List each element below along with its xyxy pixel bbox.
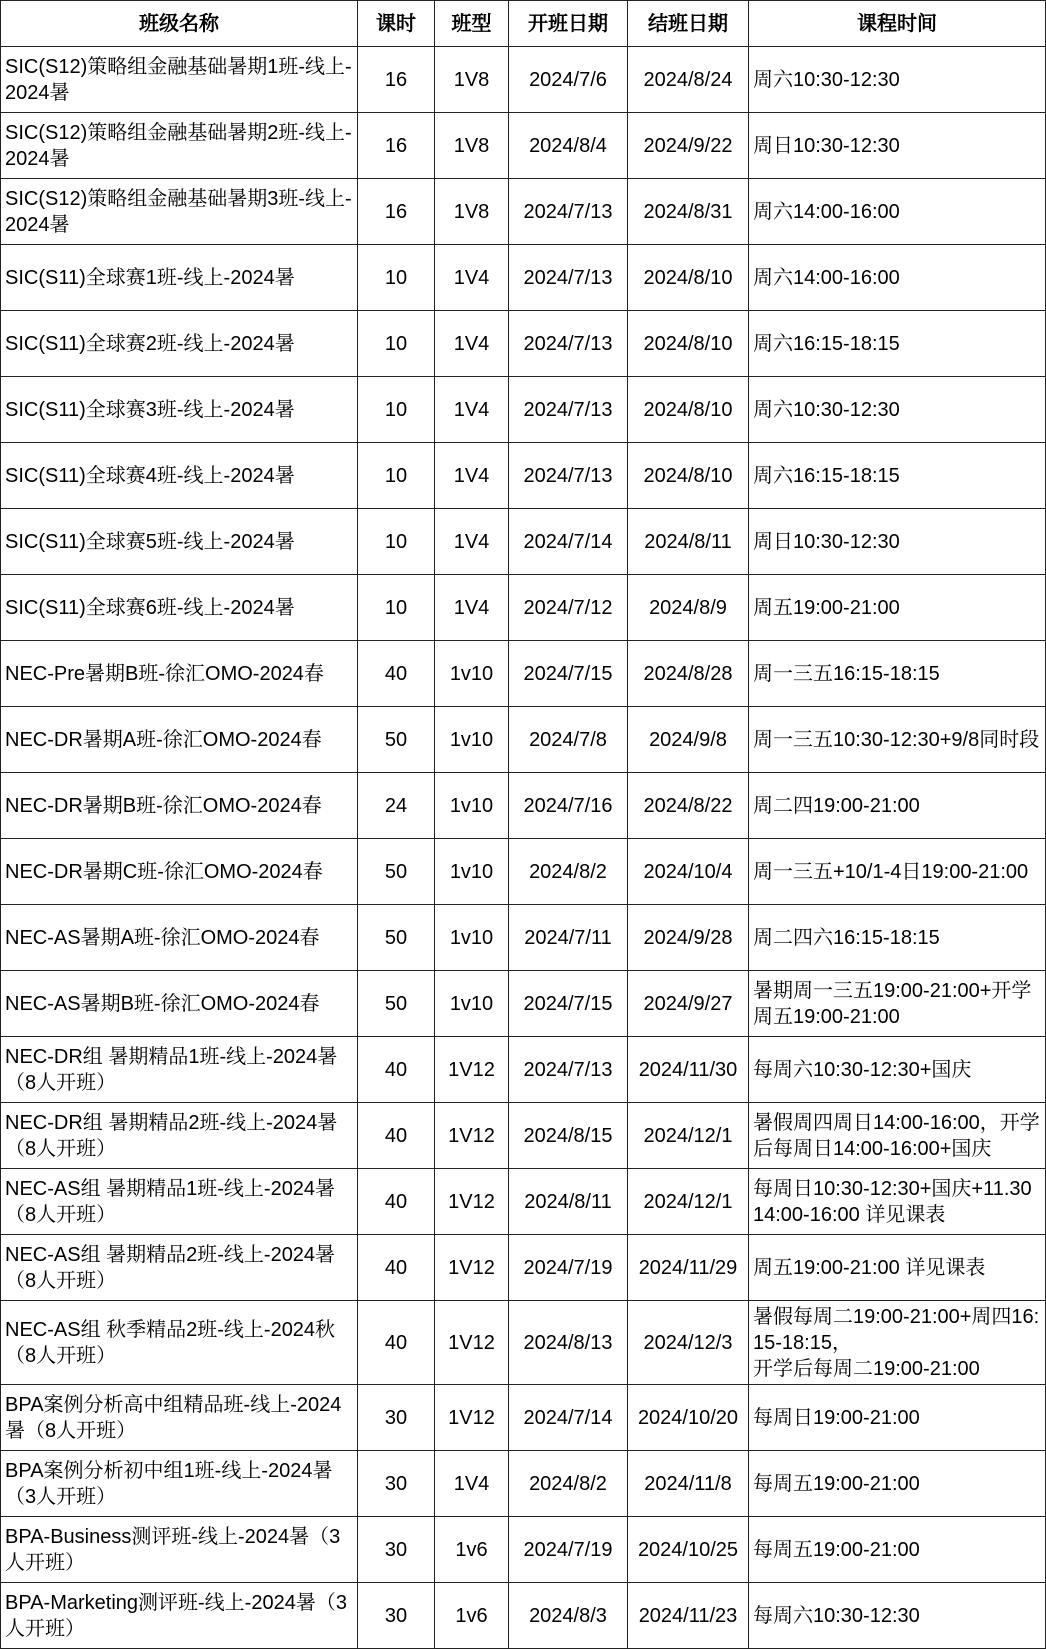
hours-cell: 24 bbox=[358, 773, 435, 839]
class-type-cell: 1V12 bbox=[435, 1235, 509, 1301]
table-row bbox=[1, 509, 1046, 575]
class-type-cell: 1v6 bbox=[435, 1583, 509, 1649]
class-type-cell: 1V4 bbox=[435, 245, 509, 311]
schedule-cell: 每周日19:00-21:00 bbox=[749, 1385, 1046, 1451]
end-date-cell: 2024/11/8 bbox=[628, 1451, 749, 1517]
class-type-cell: 1V8 bbox=[435, 113, 509, 179]
end-date-cell: 2024/12/3 bbox=[628, 1301, 749, 1385]
start-date-cell: 2024/7/13 bbox=[509, 1037, 628, 1103]
end-date-cell: 2024/8/22 bbox=[628, 773, 749, 839]
table-row bbox=[1, 245, 1046, 311]
hours-cell: 10 bbox=[358, 575, 435, 641]
end-date-cell: 2024/10/4 bbox=[628, 839, 749, 905]
class-name-cell: SIC(S11)全球赛1班-线上-2024暑 bbox=[1, 245, 358, 311]
start-date-cell: 2024/7/19 bbox=[509, 1517, 628, 1583]
class-name-cell: NEC-DR暑期C班-徐汇OMO-2024春 bbox=[1, 839, 358, 905]
class-type-cell: 1V8 bbox=[435, 47, 509, 113]
end-date-cell: 2024/11/23 bbox=[628, 1583, 749, 1649]
start-date-cell: 2024/7/16 bbox=[509, 773, 628, 839]
hours-cell: 40 bbox=[358, 1301, 435, 1385]
hours-cell: 40 bbox=[358, 1103, 435, 1169]
hours-cell: 30 bbox=[358, 1583, 435, 1649]
column-header-end-date: 结班日期 bbox=[628, 1, 749, 47]
class-name-cell: NEC-AS组 暑期精品1班-线上-2024暑（8人开班） bbox=[1, 1169, 358, 1235]
table-row bbox=[1, 1385, 1046, 1451]
class-name-cell: NEC-AS组 秋季精品2班-线上-2024秋（8人开班） bbox=[1, 1301, 358, 1385]
schedule-cell: 周二四19:00-21:00 bbox=[749, 773, 1046, 839]
end-date-cell: 2024/8/28 bbox=[628, 641, 749, 707]
table-body bbox=[1, 47, 1046, 1649]
schedule-cell: 周六14:00-16:00 bbox=[749, 179, 1046, 245]
schedule-cell: 周五19:00-21:00 bbox=[749, 575, 1046, 641]
class-type-cell: 1v10 bbox=[435, 971, 509, 1037]
table-row bbox=[1, 179, 1046, 245]
schedule-cell: 每周六10:30-12:30 bbox=[749, 1583, 1046, 1649]
start-date-cell: 2024/7/13 bbox=[509, 443, 628, 509]
schedule-cell: 周二四六16:15-18:15 bbox=[749, 905, 1046, 971]
start-date-cell: 2024/8/2 bbox=[509, 839, 628, 905]
table-row bbox=[1, 113, 1046, 179]
class-name-cell: BPA-Business测评班-线上-2024暑（3人开班） bbox=[1, 1517, 358, 1583]
schedule-cell: 周一三五16:15-18:15 bbox=[749, 641, 1046, 707]
end-date-cell: 2024/9/27 bbox=[628, 971, 749, 1037]
start-date-cell: 2024/8/13 bbox=[509, 1301, 628, 1385]
class-name-cell: NEC-AS暑期A班-徐汇OMO-2024春 bbox=[1, 905, 358, 971]
table-row bbox=[1, 1583, 1046, 1649]
class-type-cell: 1V4 bbox=[435, 1451, 509, 1517]
table-row bbox=[1, 47, 1046, 113]
column-header-hours: 课时 bbox=[358, 1, 435, 47]
table-row bbox=[1, 443, 1046, 509]
schedule-cell: 每周日10:30-12:30+国庆+11.30 14:00-16:00 详见课表 bbox=[749, 1169, 1046, 1235]
schedule-cell: 周六10:30-12:30 bbox=[749, 47, 1046, 113]
class-name-cell: SIC(S11)全球赛5班-线上-2024暑 bbox=[1, 509, 358, 575]
end-date-cell: 2024/8/10 bbox=[628, 245, 749, 311]
start-date-cell: 2024/7/13 bbox=[509, 245, 628, 311]
hours-cell: 16 bbox=[358, 179, 435, 245]
class-type-cell: 1V4 bbox=[435, 311, 509, 377]
table-row bbox=[1, 1301, 1046, 1385]
class-type-cell: 1V4 bbox=[435, 377, 509, 443]
class-name-cell: SIC(S11)全球赛3班-线上-2024暑 bbox=[1, 377, 358, 443]
start-date-cell: 2024/8/3 bbox=[509, 1583, 628, 1649]
start-date-cell: 2024/8/11 bbox=[509, 1169, 628, 1235]
end-date-cell: 2024/8/9 bbox=[628, 575, 749, 641]
hours-cell: 50 bbox=[358, 905, 435, 971]
class-type-cell: 1V12 bbox=[435, 1103, 509, 1169]
hours-cell: 10 bbox=[358, 377, 435, 443]
class-name-cell: SIC(S12)策略组金融基础暑期3班-线上-2024暑 bbox=[1, 179, 358, 245]
class-name-cell: BPA案例分析初中组1班-线上-2024暑（3人开班） bbox=[1, 1451, 358, 1517]
hours-cell: 40 bbox=[358, 1037, 435, 1103]
schedule-cell: 周六16:15-18:15 bbox=[749, 443, 1046, 509]
class-name-cell: BPA-Marketing测评班-线上-2024暑（3人开班） bbox=[1, 1583, 358, 1649]
table-row bbox=[1, 773, 1046, 839]
hours-cell: 30 bbox=[358, 1385, 435, 1451]
start-date-cell: 2024/7/8 bbox=[509, 707, 628, 773]
class-name-cell: SIC(S11)全球赛6班-线上-2024暑 bbox=[1, 575, 358, 641]
end-date-cell: 2024/11/29 bbox=[628, 1235, 749, 1301]
table-row bbox=[1, 575, 1046, 641]
start-date-cell: 2024/7/15 bbox=[509, 641, 628, 707]
end-date-cell: 2024/8/10 bbox=[628, 311, 749, 377]
end-date-cell: 2024/8/11 bbox=[628, 509, 749, 575]
class-name-cell: NEC-AS暑期B班-徐汇OMO-2024春 bbox=[1, 971, 358, 1037]
schedule-cell: 周日10:30-12:30 bbox=[749, 113, 1046, 179]
class-type-cell: 1v10 bbox=[435, 905, 509, 971]
start-date-cell: 2024/7/13 bbox=[509, 377, 628, 443]
start-date-cell: 2024/7/14 bbox=[509, 1385, 628, 1451]
hours-cell: 40 bbox=[358, 1169, 435, 1235]
schedule-cell: 每周六10:30-12:30+国庆 bbox=[749, 1037, 1046, 1103]
column-header-start-date: 开班日期 bbox=[509, 1, 628, 47]
hours-cell: 10 bbox=[358, 311, 435, 377]
class-type-cell: 1V4 bbox=[435, 443, 509, 509]
class-name-cell: SIC(S12)策略组金融基础暑期1班-线上-2024暑 bbox=[1, 47, 358, 113]
table-row bbox=[1, 1451, 1046, 1517]
schedule-cell: 每周五19:00-21:00 bbox=[749, 1451, 1046, 1517]
end-date-cell: 2024/12/1 bbox=[628, 1103, 749, 1169]
start-date-cell: 2024/7/6 bbox=[509, 47, 628, 113]
start-date-cell: 2024/7/19 bbox=[509, 1235, 628, 1301]
class-type-cell: 1v10 bbox=[435, 707, 509, 773]
schedule-cell: 周一三五10:30-12:30+9/8同时段 bbox=[749, 707, 1046, 773]
schedule-cell: 周一三五+10/1-4日19:00-21:00 bbox=[749, 839, 1046, 905]
start-date-cell: 2024/7/14 bbox=[509, 509, 628, 575]
table-row bbox=[1, 1103, 1046, 1169]
end-date-cell: 2024/11/30 bbox=[628, 1037, 749, 1103]
table-header bbox=[1, 1, 1046, 47]
start-date-cell: 2024/7/13 bbox=[509, 311, 628, 377]
table-row bbox=[1, 707, 1046, 773]
hours-cell: 40 bbox=[358, 641, 435, 707]
schedule-cell: 周五19:00-21:00 详见课表 bbox=[749, 1235, 1046, 1301]
class-name-cell: BPA案例分析高中组精品班-线上-2024暑（8人开班） bbox=[1, 1385, 358, 1451]
hours-cell: 10 bbox=[358, 509, 435, 575]
end-date-cell: 2024/10/20 bbox=[628, 1385, 749, 1451]
table-row bbox=[1, 1169, 1046, 1235]
class-name-cell: NEC-Pre暑期B班-徐汇OMO-2024春 bbox=[1, 641, 358, 707]
class-name-cell: NEC-DR组 暑期精品1班-线上-2024暑（8人开班） bbox=[1, 1037, 358, 1103]
table-row bbox=[1, 377, 1046, 443]
start-date-cell: 2024/7/12 bbox=[509, 575, 628, 641]
start-date-cell: 2024/7/11 bbox=[509, 905, 628, 971]
end-date-cell: 2024/8/10 bbox=[628, 377, 749, 443]
table-row bbox=[1, 971, 1046, 1037]
class-type-cell: 1v6 bbox=[435, 1517, 509, 1583]
class-type-cell: 1V12 bbox=[435, 1169, 509, 1235]
table-row bbox=[1, 1037, 1046, 1103]
schedule-cell: 暑假周四周日14:00-16:00，开学后每周日14:00-16:00+国庆 bbox=[749, 1103, 1046, 1169]
table-row bbox=[1, 839, 1046, 905]
class-name-cell: SIC(S11)全球赛4班-线上-2024暑 bbox=[1, 443, 358, 509]
class-type-cell: 1V12 bbox=[435, 1037, 509, 1103]
hours-cell: 40 bbox=[358, 1235, 435, 1301]
class-type-cell: 1V8 bbox=[435, 179, 509, 245]
end-date-cell: 2024/12/1 bbox=[628, 1169, 749, 1235]
class-name-cell: SIC(S12)策略组金融基础暑期2班-线上-2024暑 bbox=[1, 113, 358, 179]
schedule-cell: 每周五19:00-21:00 bbox=[749, 1517, 1046, 1583]
class-type-cell: 1v10 bbox=[435, 839, 509, 905]
hours-cell: 30 bbox=[358, 1451, 435, 1517]
table-row bbox=[1, 311, 1046, 377]
class-type-cell: 1v10 bbox=[435, 773, 509, 839]
class-type-cell: 1V12 bbox=[435, 1301, 509, 1385]
class-name-cell: NEC-DR暑期A班-徐汇OMO-2024春 bbox=[1, 707, 358, 773]
hours-cell: 50 bbox=[358, 971, 435, 1037]
schedule-cell: 周六10:30-12:30 bbox=[749, 377, 1046, 443]
end-date-cell: 2024/10/25 bbox=[628, 1517, 749, 1583]
schedule-cell: 暑期周一三五19:00-21:00+开学周五19:00-21:00 bbox=[749, 971, 1046, 1037]
end-date-cell: 2024/9/8 bbox=[628, 707, 749, 773]
schedule-cell: 周日10:30-12:30 bbox=[749, 509, 1046, 575]
start-date-cell: 2024/8/2 bbox=[509, 1451, 628, 1517]
class-type-cell: 1V12 bbox=[435, 1385, 509, 1451]
column-header-class-name: 班级名称 bbox=[1, 1, 358, 47]
table-row bbox=[1, 641, 1046, 707]
end-date-cell: 2024/8/10 bbox=[628, 443, 749, 509]
hours-cell: 16 bbox=[358, 47, 435, 113]
hours-cell: 50 bbox=[358, 839, 435, 905]
schedule-cell: 周六14:00-16:00 bbox=[749, 245, 1046, 311]
end-date-cell: 2024/8/31 bbox=[628, 179, 749, 245]
class-type-cell: 1V4 bbox=[435, 575, 509, 641]
class-type-cell: 1v10 bbox=[435, 641, 509, 707]
start-date-cell: 2024/8/15 bbox=[509, 1103, 628, 1169]
end-date-cell: 2024/9/22 bbox=[628, 113, 749, 179]
start-date-cell: 2024/7/15 bbox=[509, 971, 628, 1037]
hours-cell: 10 bbox=[358, 443, 435, 509]
start-date-cell: 2024/7/13 bbox=[509, 179, 628, 245]
hours-cell: 16 bbox=[358, 113, 435, 179]
class-name-cell: NEC-DR组 暑期精品2班-线上-2024暑（8人开班） bbox=[1, 1103, 358, 1169]
column-header-class-type: 班型 bbox=[435, 1, 509, 47]
schedule-cell: 周六16:15-18:15 bbox=[749, 311, 1046, 377]
column-header-schedule: 课程时间 bbox=[749, 1, 1046, 47]
class-type-cell: 1V4 bbox=[435, 509, 509, 575]
table-row bbox=[1, 905, 1046, 971]
hours-cell: 50 bbox=[358, 707, 435, 773]
schedule-cell: 暑假每周二19:00-21:00+周四16:15-18:15， 开学后每周二19:00-21:00 bbox=[749, 1301, 1046, 1385]
start-date-cell: 2024/8/4 bbox=[509, 113, 628, 179]
class-name-cell: NEC-DR暑期B班-徐汇OMO-2024春 bbox=[1, 773, 358, 839]
class-name-cell: SIC(S11)全球赛2班-线上-2024暑 bbox=[1, 311, 358, 377]
class-name-cell: NEC-AS组 暑期精品2班-线上-2024暑（8人开班） bbox=[1, 1235, 358, 1301]
table-row bbox=[1, 1235, 1046, 1301]
hours-cell: 30 bbox=[358, 1517, 435, 1583]
end-date-cell: 2024/8/24 bbox=[628, 47, 749, 113]
hours-cell: 10 bbox=[358, 245, 435, 311]
end-date-cell: 2024/9/28 bbox=[628, 905, 749, 971]
header-row bbox=[1, 1, 1046, 47]
table-row bbox=[1, 1517, 1046, 1583]
